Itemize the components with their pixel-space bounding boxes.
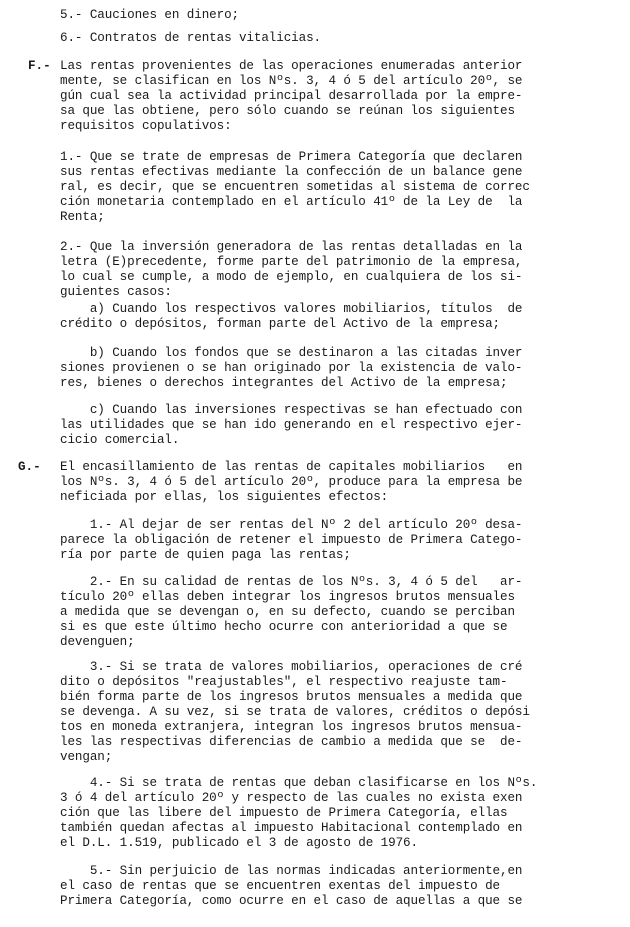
effect-5-line: Primera Categoría, como ocurre en el caso de aquellas a que se	[60, 894, 523, 908]
section-f-intro-line: Las rentas provenientes de las operaciones enumeradas anterior	[60, 59, 523, 73]
case-c-line: c) Cuando las inversiones respectivas se han efectuado con	[60, 403, 523, 417]
requirement-1-line: 1.- Que se trate de empresas de Primera Categoría que declaren	[60, 150, 523, 164]
effect-3-line: vengan;	[60, 750, 113, 764]
effect-4-line: también quedan afectas al impuesto Habitacional contemplado en	[60, 821, 523, 835]
requirement-1-line: Renta;	[60, 210, 105, 224]
section-g-intro-line: El encasillamiento de las rentas de capitales mobiliarios en	[60, 460, 523, 474]
effect-2-line: devenguen;	[60, 635, 135, 649]
effect-1-line: parece la obligación de retener el impuesto de Primera Catego-	[60, 533, 523, 547]
effect-3-line: les las respectivas diferencias de cambio a medida que se de-	[60, 735, 523, 749]
effect-4-line: 3 ó 4 del artículo 20º y respecto de las cuales no exista exen	[60, 791, 523, 805]
section-g-intro-line: los Nºs. 3, 4 ó 5 del artículo 20º, produce para la empresa be	[60, 475, 523, 489]
effect-4-line: ción que las libere del impuesto de Primera Categoría, ellas	[60, 806, 508, 820]
effect-3-line: 3.- Si se trata de valores mobiliarios, operaciones de cré	[60, 660, 523, 674]
case-a-line: crédito o depósitos, forman parte del Activo de la empresa;	[60, 317, 500, 331]
effect-1-line: ría por parte de quien paga las rentas;	[60, 548, 351, 562]
requirement-2-line: 2.- Que la inversión generadora de las rentas detalladas en la	[60, 240, 523, 254]
requirement-2-line: lo cual se cumple, a modo de ejemplo, en cualquiera de los si-	[60, 270, 523, 284]
section-g-intro-line: neficiada por ellas, los siguientes efectos:	[60, 490, 389, 504]
section-f-marker: F.-	[28, 59, 51, 73]
intro-item-5: 5.- Cauciones en dinero;	[60, 8, 239, 22]
intro-item-6: 6.- Contratos de rentas vitalicias.	[60, 31, 322, 45]
case-c-line: las utilidades que se han ido generando en el respectivo ejer-	[60, 418, 523, 432]
effect-3-line: dito o depósitos "reajustables", el respectivo reajuste tam-	[60, 675, 508, 689]
case-b-line: siones provienen o se han originado por la existencia de valo-	[60, 361, 523, 375]
effect-3-line: tos en moneda extranjera, integran los ingresos brutos mensua-	[60, 720, 523, 734]
section-f-intro-line: sa que las obtiene, pero sólo cuando se reúnan los siguientes	[60, 104, 515, 118]
effect-4-line: el D.L. 1.519, publicado el 3 de agosto de 1976.	[60, 836, 418, 850]
effect-1-line: 1.- Al dejar de ser rentas del Nº 2 del artículo 20º desa-	[60, 518, 523, 532]
requirement-2-line: letra (E)precedente, forme parte del patrimonio de la empresa,	[60, 255, 523, 269]
effect-3-line: bién forma parte de los ingresos brutos mensuales a medida que	[60, 690, 523, 704]
effect-5-line: el caso de rentas que se encuentren exentas del impuesto de	[60, 879, 500, 893]
case-c-line: cicio comercial.	[60, 433, 180, 447]
effect-3-line: se devenga. A su vez, si se trata de valores, créditos o depósi	[60, 705, 530, 719]
effect-5-line: 5.- Sin perjuicio de las normas indicadas anteriormente,en	[60, 864, 523, 878]
effect-2-line: a medida que se devengan o, en su defecto, cuando se perciban	[60, 605, 515, 619]
effect-2-line: 2.- En su calidad de rentas de los Nºs. 3, 4 ó 5 del ar-	[60, 575, 523, 589]
case-b-line: b) Cuando los fondos que se destinaron a las citadas inver	[60, 346, 523, 360]
requirement-1-line: ral, es decir, que se encuentren sometidas al sistema de correc	[60, 180, 530, 194]
requirement-1-line: sus rentas efectivas mediante la confección de un balance gene	[60, 165, 523, 179]
section-f-intro-line: mente, se clasifican en los Nºs. 3, 4 ó 5 del artículo 20º, se	[60, 74, 523, 88]
section-f-intro-line: requisitos copulativos:	[60, 119, 232, 133]
section-g-marker: G.-	[18, 460, 41, 474]
requirement-2-line: guientes casos:	[60, 285, 172, 299]
effect-2-line: tículo 20º ellas deben integrar los ingresos brutos mensuales	[60, 590, 515, 604]
case-a-line: a) Cuando los respectivos valores mobiliarios, títulos de	[60, 302, 523, 316]
section-f-intro-line: gún cual sea la actividad principal desarrollada por la empre-	[60, 89, 523, 103]
effect-2-line: si es que este último hecho ocurre con anterioridad a que se	[60, 620, 508, 634]
effect-4-line: 4.- Si se trata de rentas que deban clasificarse en los Nºs.	[60, 776, 538, 790]
case-b-line: res, bienes o derechos integrantes del Activo de la empresa;	[60, 376, 508, 390]
requirement-1-line: ción monetaria contemplado en el artículo 41º de la Ley de la	[60, 195, 523, 209]
